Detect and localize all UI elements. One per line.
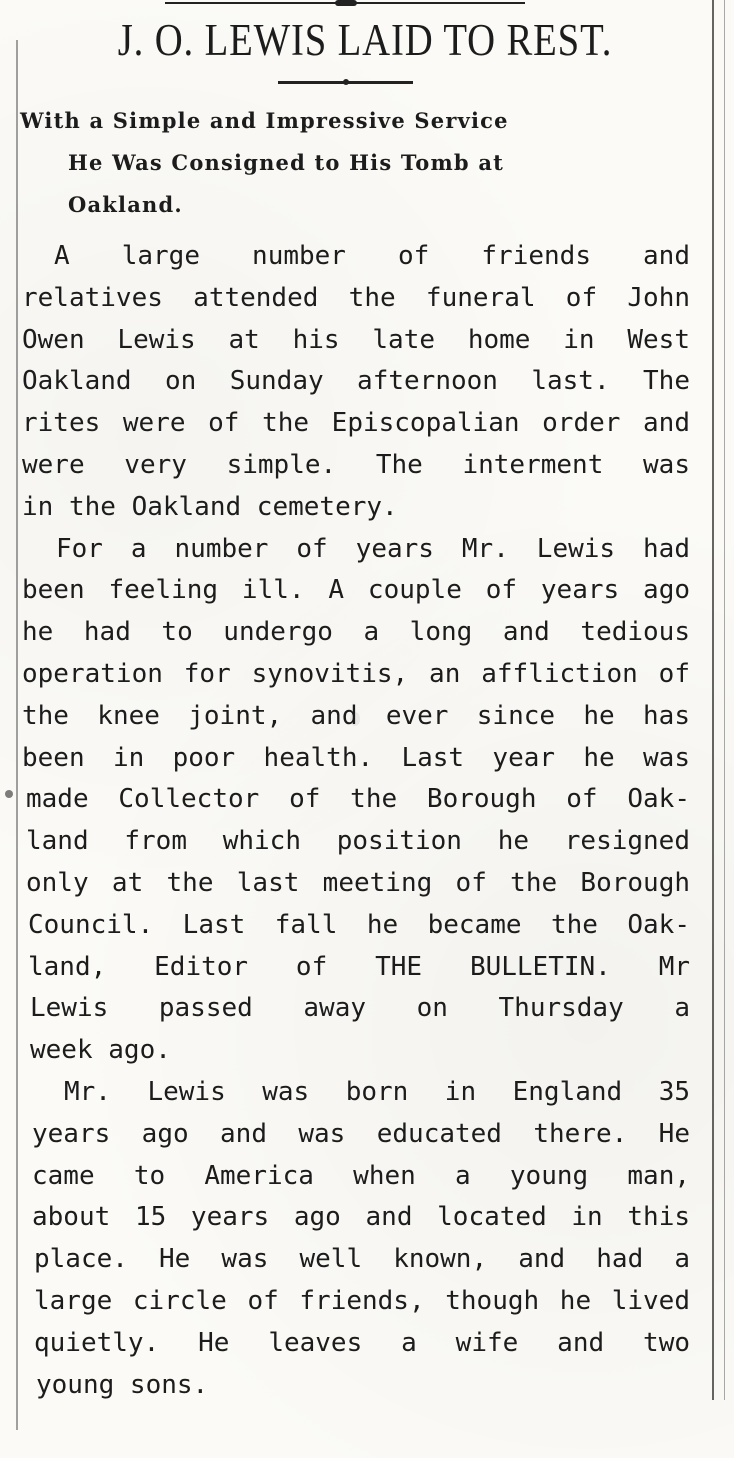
headline-rule-ornament: [343, 79, 349, 85]
text-line: rites were of the Episcopalian order and: [22, 408, 690, 439]
text-line: operation for synovitis, an affliction of: [22, 658, 690, 689]
text-line: been feeling ill. A couple of years ago: [22, 575, 690, 606]
text-line: been in poor health. Last year he was: [22, 742, 690, 773]
text-line: large circle of friends, though he lived: [34, 1285, 690, 1316]
text-line: Mr. Lewis was born in England 35: [64, 1076, 690, 1107]
top-rule-ornament: [335, 0, 357, 6]
paragraph: [22, 529, 690, 1072]
text-line: For a number of years Mr. Lewis had: [56, 533, 690, 564]
text-line: in the Oakland cemetery.: [22, 491, 398, 522]
text-line: only at the last meeting of the Borough: [26, 867, 690, 898]
text-line: the knee joint, and ever since he has: [22, 700, 690, 731]
text-line: came to America when a young man,: [32, 1160, 690, 1191]
right-column-rule-secondary: [724, 0, 725, 1400]
text-line: Council. Last fall he became the Oak-: [28, 909, 690, 940]
text-line: place. He was well known, and had a: [34, 1244, 690, 1275]
text-line: years ago and was educated there. He: [32, 1118, 690, 1149]
right-column-rule: [712, 0, 714, 1400]
text-line: young sons.: [36, 1369, 209, 1400]
text-line: A large number of friends and: [54, 241, 690, 271]
text-line: relatives attended the funeral of John: [22, 282, 690, 313]
text-line: about 15 years ago and located in this: [32, 1202, 690, 1233]
left-column-rule: [16, 40, 18, 1430]
text-line: Oakland on Sunday afternoon last. The: [22, 366, 690, 397]
text-line: Owen Lewis at his late home in West: [22, 324, 690, 355]
headline: J. O. LEWIS LAID TO REST.: [117, 15, 613, 65]
text-line: made Collector of the Borough of Oak-: [26, 784, 690, 815]
text-line: quietly. He leaves a wife and two: [34, 1327, 690, 1358]
text-line: week ago.: [30, 1035, 171, 1066]
text-line: were very simple. The interment was: [22, 449, 690, 480]
subheadline-line: Oakland.: [68, 192, 183, 217]
subheadline: [20, 100, 690, 226]
article-body: [22, 236, 690, 1406]
paragraph: [22, 236, 690, 529]
text-line: he had to undergo a long and tedious: [22, 617, 690, 648]
paragraph: [22, 1072, 690, 1406]
text-line: Lewis passed away on Thursday a: [30, 993, 690, 1024]
text-line: land, Editor of THE BULLETIN. Mr: [28, 951, 690, 982]
text-line: land from which position he resigned: [26, 826, 690, 857]
subheadline-line: He Was Consigned to His Tomb at: [68, 150, 505, 175]
ink-speck: [5, 790, 13, 798]
subheadline-line: With a Simple and Impressive Service: [20, 108, 509, 133]
